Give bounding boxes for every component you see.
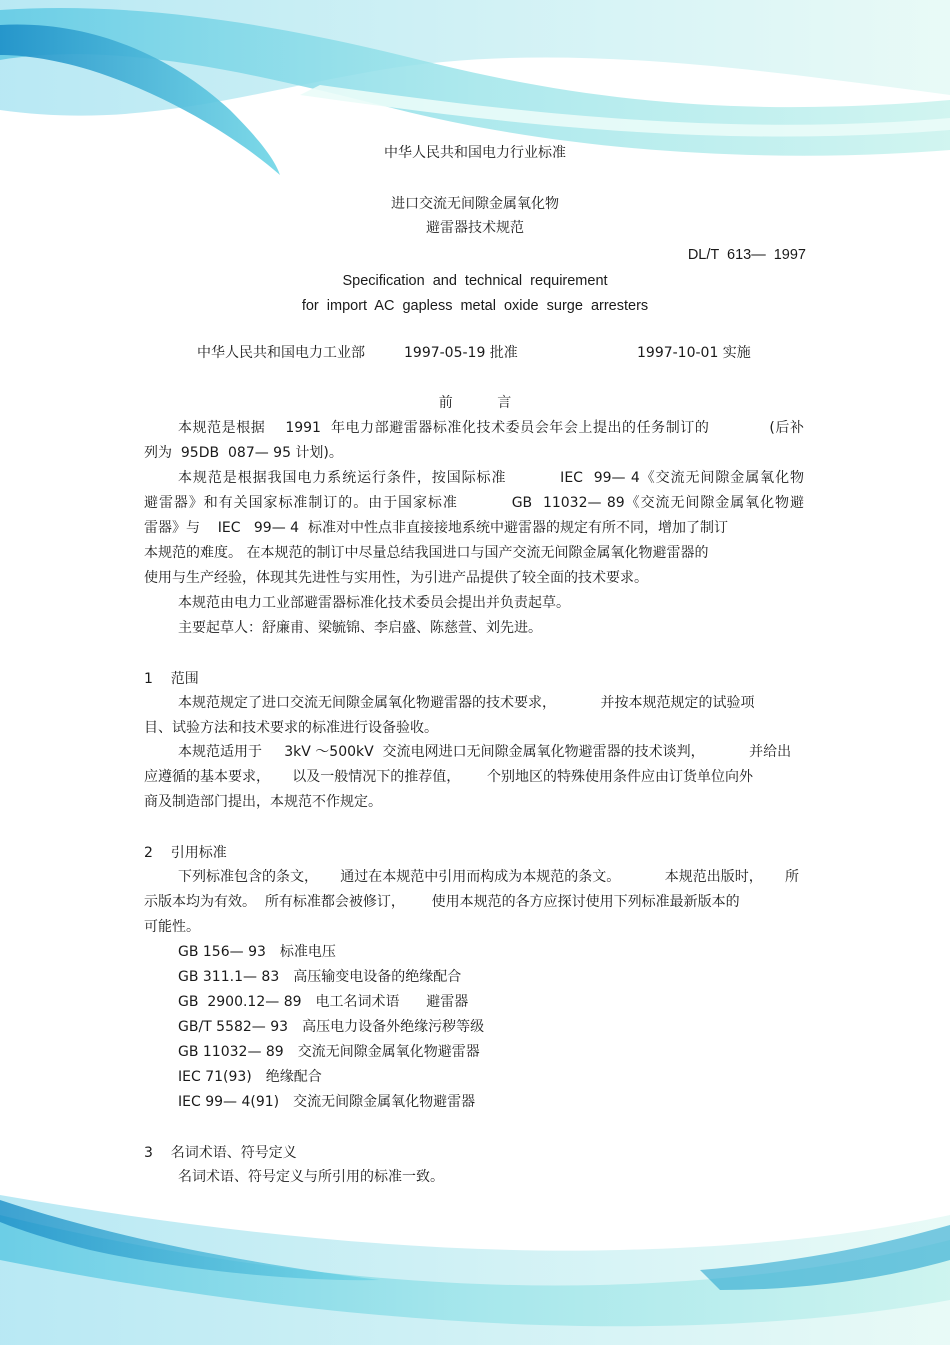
- approve-date: 1997-05-19 批准: [404, 345, 518, 361]
- foreword-line: 本规范的难度。 在本规范的制订中尽量总结我国进口与国产交流无间隙金属氧化物避雷器的: [144, 545, 709, 561]
- reference-code: GB 11032— 89: [178, 1044, 284, 1060]
- title-line-2: 避雷器技术规范: [426, 220, 524, 236]
- foreword-line: 本规范是根据 1991 年电力部避雷器标准化技术委员会年会上提出的任务制订的 (后补: [178, 420, 804, 436]
- reference-code: GB 156— 93: [178, 944, 266, 960]
- section-1-line: 应遵循的基本要求， 以及一般情况下的推荐值， 个别地区的特殊使用条件应由订货单位向外: [144, 769, 753, 785]
- foreword-line: 使用与生产经验，体现其先进性与实用性，为引进产品提供了较全面的技术要求。: [144, 570, 648, 586]
- foreword-line: 列为 95DB 087— 95 计划)。: [144, 445, 343, 461]
- section-3-heading: 3 名词术语、符号定义: [144, 1145, 297, 1161]
- reference-item: [178, 1043, 480, 1061]
- foreword-heading: 前 言: [438, 395, 512, 411]
- section-1-line: 商及制造部门提出，本规范不作规定。: [144, 794, 382, 810]
- effective-date: 1997-10-01 实施: [637, 345, 751, 361]
- org-standard-heading: 中华人民共和国电力行业标准: [384, 145, 566, 161]
- reference-code: GB/T 5582— 93: [178, 1019, 289, 1035]
- section-1-line: 本规范规定了进口交流无间隙金属氧化物避雷器的技术要求， 并按本规范规定的试验项: [178, 695, 755, 711]
- section-2-line: 可能性。: [144, 919, 200, 935]
- reference-name: 绝缘配合: [265, 1069, 322, 1085]
- reference-item: [178, 993, 468, 1011]
- reference-name: 交流无间隙金属氧化物避雷器: [297, 1044, 480, 1060]
- section-1-heading: 1 范围: [144, 671, 199, 687]
- english-title-line-1: Specification and technical requirement: [342, 273, 608, 289]
- reference-name: 高压输变电设备的绝缘配合: [293, 969, 462, 985]
- reference-name: 标准电压: [279, 944, 336, 960]
- foreword-line: 本规范由电力工业部避雷器标准化技术委员会提出并负责起草。: [178, 595, 570, 611]
- reference-item: [178, 943, 336, 961]
- section-1-line: 目、试验方法和技术要求的标准进行设备验收。: [144, 720, 438, 736]
- foreword-line: 避雷器》和有关国家标准制订的。由于国家标准 GB 11032— 89《交流无间隙金属氧化物避: [144, 495, 804, 511]
- section-3-line: 名词术语、符号定义与所引用的标准一致。: [178, 1169, 444, 1185]
- reference-code: GB 311.1— 83: [178, 969, 280, 985]
- reference-name: 高压电力设备外绝缘污秽等级: [302, 1019, 485, 1035]
- reference-name: 交流无间隙金属氧化物避雷器: [293, 1094, 476, 1110]
- title-line-1: 进口交流无间隙金属氧化物: [391, 196, 559, 212]
- section-2-line: 下列标准包含的条文， 通过在本规范中引用而构成为本规范的条文。 本规范出版时， 所: [178, 869, 800, 885]
- reference-code: IEC 99— 4(91): [178, 1094, 280, 1110]
- reference-name: 电工名词术语 避雷器: [315, 994, 469, 1010]
- section-1-line: 本规范适用于 3kV ～500kV 交流电网进口无间隙金属氧化物避雷器的技术谈判， 并给出: [178, 744, 792, 760]
- reference-item: [178, 1068, 322, 1086]
- reference-item: [178, 968, 461, 986]
- reference-item: [178, 1018, 484, 1036]
- reference-code: IEC 71(93): [178, 1069, 252, 1085]
- reference-code: GB 2900.12— 89: [178, 994, 302, 1010]
- foreword-line: 雷器》与 IEC 99— 4 标准对中性点非直接接地系统中避雷器的规定有所不同，增加了制订: [144, 520, 728, 536]
- reference-item: [178, 1093, 475, 1111]
- issuer: 中华人民共和国电力工业部: [197, 345, 365, 361]
- foreword-line: 主要起草人：舒廉甫、梁毓锦、李启盛、陈慈萱、刘先进。: [178, 620, 542, 636]
- section-2-heading: 2 引用标准: [144, 845, 227, 861]
- section-2-line: 示版本均为有效。 所有标准都会被修订， 使用本规范的各方应探讨使用下列标准最新版本的: [144, 894, 740, 910]
- english-title-line-2: for import AC gapless metal oxide surge arresters: [301, 298, 649, 314]
- standard-number: DL/T 613— 1997: [687, 247, 806, 263]
- foreword-line: 本规范是根据我国电力系统运行条件，按国际标准 IEC 99— 4《交流无间隙金属氧化物: [178, 470, 804, 486]
